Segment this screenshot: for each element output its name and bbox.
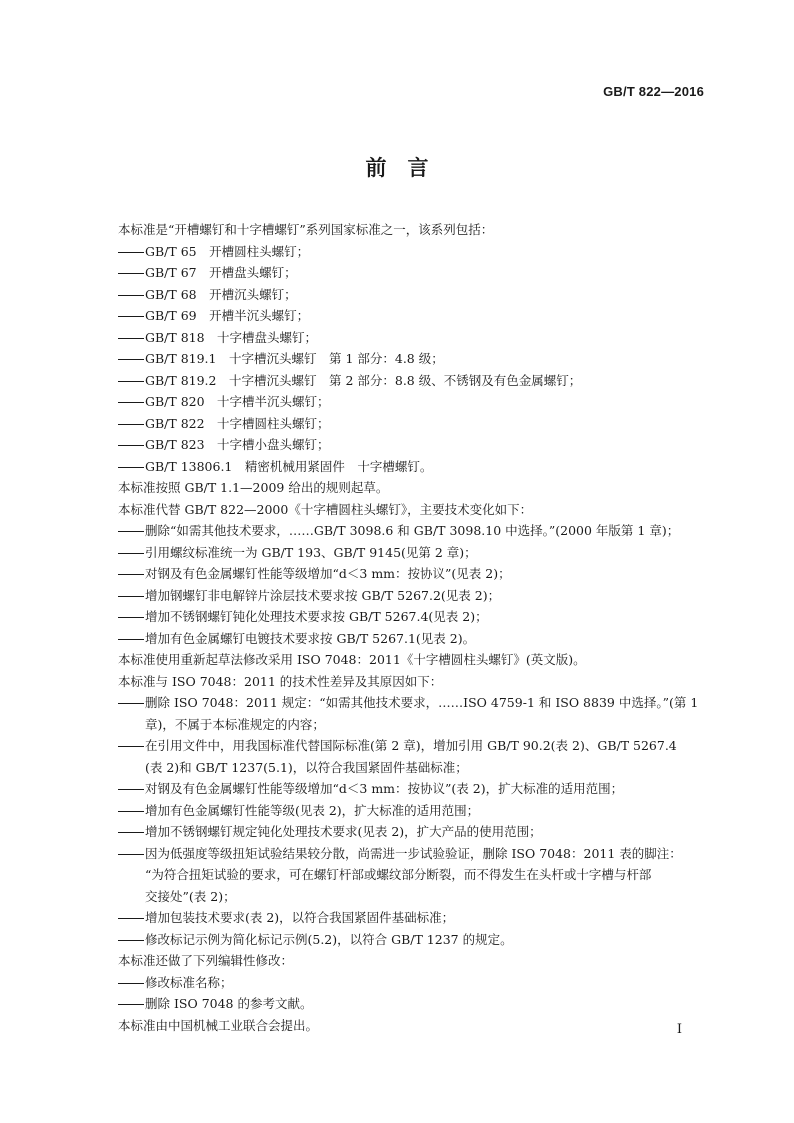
list-item-line: 章)，不属于本标准规定的内容；: [145, 716, 325, 732]
list-item: [118, 843, 708, 908]
list-item-text: 删除“如需其他技术要求，……GB/T 3098.6 和 GB/T 3098.10 中选择。”(2000 年版第 1 章)；: [145, 523, 680, 538]
list-item: [118, 413, 708, 435]
list-item-text: GB/T 819.1 十字槽沉头螺钉 第 1 部分：4.8 级；: [145, 351, 444, 366]
list-item-text: GB/T 68 开槽沉头螺钉；: [145, 286, 297, 302]
list-item: [118, 929, 708, 951]
list-item: [118, 628, 708, 650]
list-item-line: 在引用文件中，用我国标准代替国际标准(第 2 章)，增加引用 GB/T 90.2(表 2)、GB/T 5267.4: [145, 738, 677, 753]
list-item-line: 增加包装技术要求(表 2)，以符合我国紧固件基础标准；: [145, 910, 455, 925]
list-item-text: 对钢及有色金属螺钉性能等级增加“d＜3 mm：按协议”(见表 2)；: [145, 566, 511, 581]
list-item: [118, 542, 708, 564]
differences-paragraph: 本标准与 ISO 7048：2011 的技术性差异及其原因如下：: [118, 673, 443, 689]
list-item: [118, 520, 708, 542]
list-item: [118, 391, 708, 413]
list-item-line: 修改标记示例为简化标记示例(5.2)，以符合 GB/T 1237 的规定。: [145, 931, 513, 947]
list-item-line: 删除 ISO 7048：2011 规定：“如需其他技术要求，……ISO 4759-1 和 ISO 8839 中选择。”(第 1: [145, 695, 699, 710]
list-item: [118, 370, 708, 392]
list-item-text: 修改标准名称；: [145, 974, 233, 990]
list-item: [118, 262, 708, 284]
list-item: [118, 305, 708, 327]
list-item-text: 增加钢螺钉非电解锌片涂层技术要求按 GB/T 5267.2(见表 2)；: [145, 587, 501, 603]
list-item: [118, 284, 708, 306]
technical-changes-list: [118, 520, 708, 649]
list-item-line: 对钢及有色金属螺钉性能等级增加“d＜3 mm：按协议”(表 2)，扩大标准的适用范围；: [145, 781, 624, 796]
list-item-line: 增加有色金属螺钉性能等级(见表 2)，扩大标准的适用范围；: [145, 802, 480, 818]
standard-number: GB/T 822—2016: [603, 84, 704, 99]
list-item-line: 交接处”(表 2)；: [145, 888, 236, 904]
list-item: [118, 735, 708, 778]
list-item: [118, 778, 708, 800]
page-number: I: [676, 1022, 682, 1037]
list-item-line: 增加不锈钢螺钉规定钝化处理技术要求(见表 2)，扩大产品的使用范围；: [145, 824, 542, 839]
list-item-line: “为符合扭矩试验的要求，可在螺钉杆部或螺纹部分断裂，而不得发生在头杆或十字槽与杆部: [145, 867, 652, 882]
list-item: [118, 348, 708, 370]
editorial-changes-list: [118, 972, 708, 1015]
proposer-paragraph: 本标准由中国机械工业联合会提出。: [118, 1017, 319, 1033]
list-item: [118, 327, 708, 349]
list-item: [118, 972, 708, 994]
list-item-line: (表 2)和 GB/T 1237(5.1)，以符合我国紧固件基础标准；: [145, 759, 468, 775]
list-item: [118, 606, 708, 628]
list-item-text: GB/T 819.2 十字槽沉头螺钉 第 2 部分：8.8 级、不锈钢及有色金属螺钉；: [145, 372, 582, 388]
series-list: [118, 241, 708, 478]
foreword-body: [118, 219, 708, 1036]
list-item: [118, 692, 708, 735]
list-item: [118, 434, 708, 456]
list-item: [118, 563, 708, 585]
list-item-text: GB/T 65 开槽圆柱头螺钉；: [145, 243, 310, 259]
list-item-text: GB/T 13806.1 精密机械用紧固件 十字槽螺钉。: [145, 458, 433, 474]
list-item: [118, 456, 708, 478]
drafting-rule-paragraph: 本标准按照 GB/T 1.1—2009 给出的规则起草。: [118, 480, 389, 495]
list-item: [118, 993, 708, 1015]
page-title: 前 言: [365, 156, 429, 180]
list-item-text: 增加有色金属螺钉电镀技术要求按 GB/T 5267.1(见表 2)。: [145, 630, 476, 646]
list-item-text: 引用螺纹标准统一为 GB/T 193、GB/T 9145(见第 2 章)；: [145, 544, 477, 560]
list-item: [118, 241, 708, 263]
list-item: [118, 821, 708, 843]
list-item-line: 因为低强度等级扭矩试验结果较分散，尚需进一步试验验证，删除 ISO 7048：2011 表的脚注：: [145, 845, 682, 861]
list-item: [118, 585, 708, 607]
list-item-text: GB/T 67 开槽盘头螺钉；: [145, 265, 297, 280]
list-item-text: GB/T 818 十字槽盘头螺钉；: [145, 329, 318, 345]
technical-differences-list: [118, 692, 708, 950]
list-item-text: GB/T 822 十字槽圆柱头螺钉；: [145, 415, 330, 431]
list-item: [118, 907, 708, 929]
editorial-paragraph: 本标准还做了下列编辑性修改：: [118, 953, 294, 968]
adoption-paragraph: 本标准使用重新起草法修改采用 ISO 7048：2011《十字槽圆柱头螺钉》(英文版)。: [118, 652, 586, 667]
list-item: [118, 800, 708, 822]
intro-paragraph: 本标准是“开槽螺钉和十字槽螺钉”系列国家标准之一，该系列包括：: [118, 222, 494, 237]
list-item-text: GB/T 820 十字槽半沉头螺钉；: [145, 394, 330, 409]
list-item-text: GB/T 69 开槽半沉头螺钉；: [145, 308, 310, 323]
list-item-text: GB/T 823 十字槽小盘头螺钉；: [145, 437, 330, 452]
list-item-text: 增加不锈钢螺钉钝化处理技术要求按 GB/T 5267.4(见表 2)；: [145, 609, 488, 624]
list-item-text: 删除 ISO 7048 的参考文献。: [145, 996, 313, 1011]
replacement-paragraph: 本标准代替 GB/T 822—2000《十字槽圆柱头螺钉》，主要技术变化如下：: [118, 501, 533, 517]
